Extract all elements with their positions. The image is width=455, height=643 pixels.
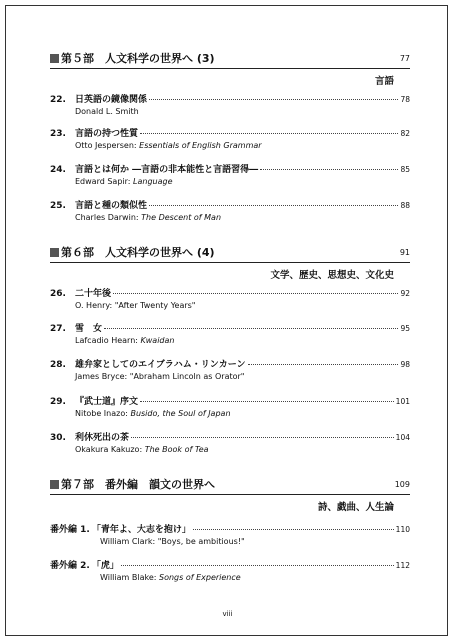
entry-title: 二十年後: [75, 289, 112, 299]
toc-entry-24[interactable]: [50, 162, 410, 186]
entry-page: 98: [400, 360, 410, 369]
entry-title: 利休死出の茶: [75, 433, 130, 443]
toc-entry-extra-1[interactable]: [50, 522, 410, 546]
entry-number: 30.: [50, 433, 66, 443]
toc-entry-30[interactable]: [50, 430, 410, 454]
entry-title: 『武士道』序文: [75, 397, 139, 407]
entry-page: 110: [395, 525, 410, 534]
entry-number: 番外編 2.: [50, 561, 90, 571]
toc-entry-extra-2[interactable]: [50, 558, 410, 582]
part-page: 109: [394, 479, 410, 489]
entry-number: 23.: [50, 129, 66, 139]
part-subtitle: 文学、歴史、思想史、文化史: [270, 270, 394, 281]
part-title: 第７部 番外編 韻文の世界へ: [61, 478, 215, 491]
dot-leader: [131, 437, 394, 438]
dot-leader: [104, 328, 398, 329]
dot-leader: [149, 99, 398, 100]
entry-author: Otto Jespersen: Essentials of English Grammar: [75, 141, 262, 150]
page-folio: viii: [222, 610, 233, 618]
entry-number: 29.: [50, 397, 66, 407]
square-bullet-icon: [50, 480, 59, 489]
entry-author: O. Henry: "After Twenty Years": [75, 301, 196, 310]
entry-page: 78: [400, 95, 410, 104]
entry-author: William Blake: Songs of Experience: [100, 573, 241, 582]
entry-number: 28.: [50, 360, 66, 370]
entry-page: 101: [395, 397, 410, 406]
divider: [50, 494, 410, 495]
toc-entry-29[interactable]: [50, 394, 410, 418]
entry-title: 「虎」: [91, 561, 119, 571]
entry-page: 104: [395, 433, 410, 442]
entry-title: 日英語の鏡像関係: [75, 95, 148, 105]
dot-leader: [248, 364, 399, 365]
entry-number: 26.: [50, 289, 66, 299]
entry-title: 「青年よ、大志を抱け」: [91, 525, 191, 535]
entry-author: William Clark: "Boys, be ambitious!": [100, 537, 245, 546]
entry-number: 25.: [50, 201, 66, 211]
entry-title: 言語とは何か ―言語の非本能性と言語習得―: [75, 165, 259, 175]
part-subtitle: 言語: [374, 76, 394, 87]
dot-leader: [260, 169, 398, 170]
part-7-header: [50, 476, 410, 513]
toc-entry-26[interactable]: [50, 286, 410, 310]
entry-author: Okakura Kakuzo: The Book of Tea: [75, 445, 209, 454]
part-title: 第５部 人文科学の世界へ (3): [61, 52, 215, 65]
toc-entry-28[interactable]: [50, 357, 410, 381]
entry-page: 95: [400, 324, 410, 333]
entry-number: 27.: [50, 324, 66, 334]
entry-page: 88: [400, 201, 410, 210]
entry-title: 言語の持つ性質: [75, 129, 139, 139]
entry-page: 85: [400, 165, 410, 174]
square-bullet-icon: [50, 54, 59, 63]
dot-leader: [113, 293, 398, 294]
entry-author: James Bryce: "Abraham Lincoln as Orator": [75, 372, 245, 381]
entry-author: Edward Sapir: Language: [75, 177, 173, 186]
part-subtitle: 詩、戯曲、人生論: [317, 502, 394, 513]
part-5-header: [50, 50, 410, 87]
entry-author: Lafcadio Hearn: Kwaidan: [75, 336, 175, 345]
entry-author: Nitobe Inazo: Busido, the Soul of Japan: [75, 409, 231, 418]
entry-number: 22.: [50, 95, 66, 105]
square-bullet-icon: [50, 248, 59, 257]
toc-entry-22[interactable]: [50, 92, 410, 116]
entry-number: 番外編 1.: [50, 525, 90, 535]
dot-leader: [121, 565, 394, 566]
dot-leader: [193, 529, 394, 530]
divider: [50, 262, 410, 263]
part-title: 第６部 人文科学の世界へ (4): [61, 246, 215, 259]
dot-leader: [140, 401, 394, 402]
dot-leader: [140, 133, 398, 134]
entry-title: 雪 女: [75, 324, 103, 334]
entry-page: 82: [400, 129, 410, 138]
part-page: 77: [399, 53, 410, 63]
part-page: 91: [399, 247, 410, 257]
entry-author: Charles Darwin: The Descent of Man: [75, 213, 222, 222]
divider: [50, 68, 410, 69]
toc-entry-27[interactable]: [50, 321, 410, 345]
entry-author: Donald L. Smith: [75, 107, 139, 116]
entry-title: 言語と種の類似性: [75, 201, 148, 211]
entry-page: 112: [395, 561, 410, 570]
toc-entry-25[interactable]: [50, 198, 410, 222]
entry-title: 雄弁家としてのエイブラハム・リンカーン: [75, 360, 246, 370]
dot-leader: [149, 205, 398, 206]
part-6-header: [50, 244, 410, 281]
toc-entry-23[interactable]: [50, 126, 410, 150]
entry-number: 24.: [50, 165, 66, 175]
entry-page: 92: [400, 289, 410, 298]
